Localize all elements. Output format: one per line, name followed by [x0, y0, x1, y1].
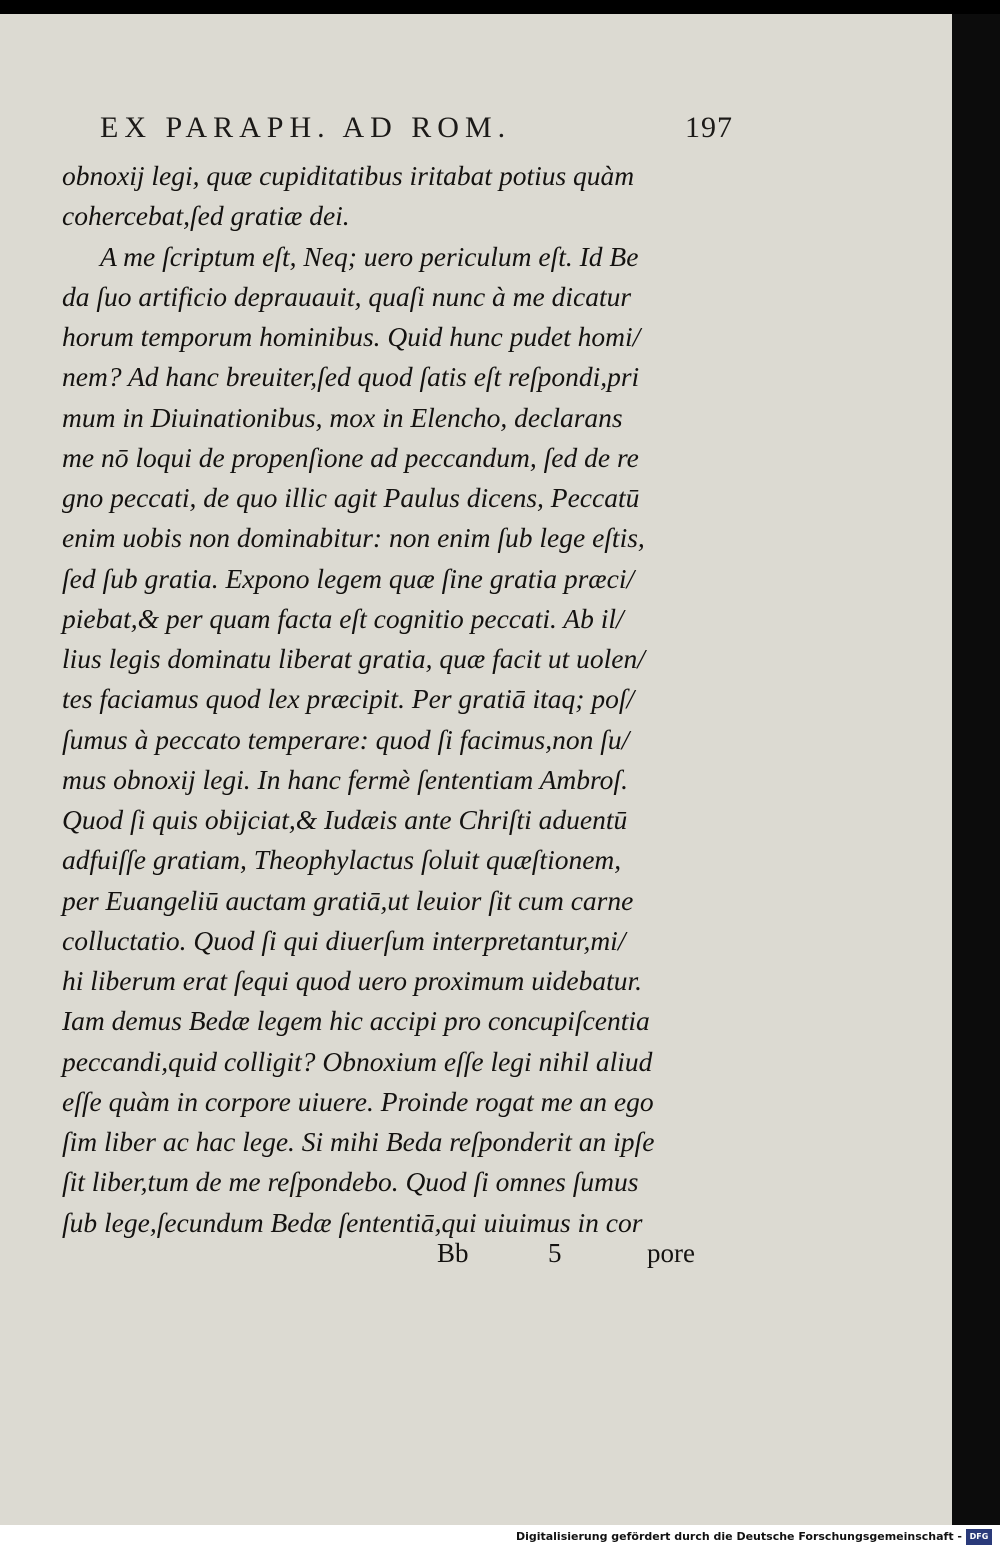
- text-line: cohercebat,ſed gratiæ dei.: [62, 200, 350, 232]
- text-line: nem? Ad hanc breuiter,ſed quod ſatis eſt reſpondi,pri: [62, 361, 640, 393]
- signature-mark: Bb: [437, 1238, 469, 1268]
- text-line: ſed ſub gratia. Expono legem quæ ſine gratia præci/: [62, 562, 635, 594]
- page-edge-shadow: [952, 14, 1000, 1525]
- running-head: EX PARAPH. AD ROM.: [100, 111, 512, 144]
- catchword: pore: [647, 1238, 695, 1268]
- text-line: peccandi,quid colligit? Obnoxium eſſe legi nihil aliud: [62, 1045, 653, 1077]
- page-header: [100, 111, 740, 151]
- text-line: tes faciamus quod lex præcipit. Per gratiā itaq; poſ/: [62, 683, 635, 715]
- text-line: A me ſcriptum eſt, Neq; uero periculum eſt. Id Be: [100, 240, 639, 272]
- text-line: ſumus à peccato temperare: quod ſi facimus,non ſu/: [62, 723, 630, 755]
- text-line: adfuiſſe gratiam, Theophylactus ſoluit quæſtionem,: [62, 844, 622, 876]
- dfg-logo: DFG: [966, 1529, 992, 1545]
- text-line: piebat,& per quam facta eſt cognitio peccati. Ab il/: [62, 602, 624, 634]
- text-line: enim uobis non dominabitur: non enim ſub lege eſtis,: [62, 522, 645, 554]
- text-line: horum temporum hominibus. Quid hunc pudet homi/: [62, 321, 641, 352]
- text-block: [62, 156, 722, 1243]
- text-line: ſub lege,ſecundum Bedæ ſententiā,qui uiuimus in cor: [62, 1206, 643, 1238]
- text-line: lius legis dominatu liberat gratia, quæ facit ut uolen/: [62, 643, 645, 674]
- text-line: mum in Diuinationibus, mox in Elencho, declarans: [62, 401, 623, 433]
- text-line: Iam demus Bedæ legem hic accipi pro concupiſcentia: [62, 1005, 650, 1037]
- text-line: ſit liber,tum de me reſpondebo. Quod ſi omnes ſumus: [62, 1166, 639, 1198]
- text-line: gno peccati, de quo illic agit Paulus dicens, Peccatū: [62, 482, 640, 513]
- book-page: [0, 14, 954, 1525]
- text-line: Quod ſi quis obijciat,& Iudæis ante Chriſti aduentū: [62, 804, 628, 835]
- text-line: per Euangeliū auctam gratiā,ut leuior ſit cum carne: [62, 884, 634, 916]
- text-line: eſſe quàm in corpore uiuere. Proinde rogat me an ego: [62, 1085, 654, 1117]
- text-line: ſim liber ac hac lege. Si mihi Beda reſponderit an ipſe: [62, 1126, 655, 1157]
- text-line: me nō loqui de propenſione ad peccandum, ſed de re: [62, 441, 639, 473]
- text-line: obnoxij legi, quæ cupiditatibus iritabat potius quàm: [62, 160, 635, 191]
- signature-number: 5: [548, 1238, 562, 1268]
- text-line: da ſuo artificio deprauauit, quaſi nunc à me dicatur: [62, 280, 632, 312]
- text-line: hi liberum erat ſequi quod uero proximum uidebatur.: [62, 965, 642, 996]
- page-footer: [62, 1238, 722, 1278]
- credit-bar: [0, 1525, 1000, 1550]
- text-line: colluctatio. Quod ſi qui diuerſum interpretantur,mi/: [62, 924, 626, 956]
- text-line: mus obnoxij legi. In hanc fermè ſententiam Ambroſ.: [62, 763, 628, 795]
- folio-number: 197: [685, 111, 733, 144]
- credit-text: Digitalisierung gefördert durch die Deutsche Forschungsgemeinschaft -: [515, 1530, 962, 1543]
